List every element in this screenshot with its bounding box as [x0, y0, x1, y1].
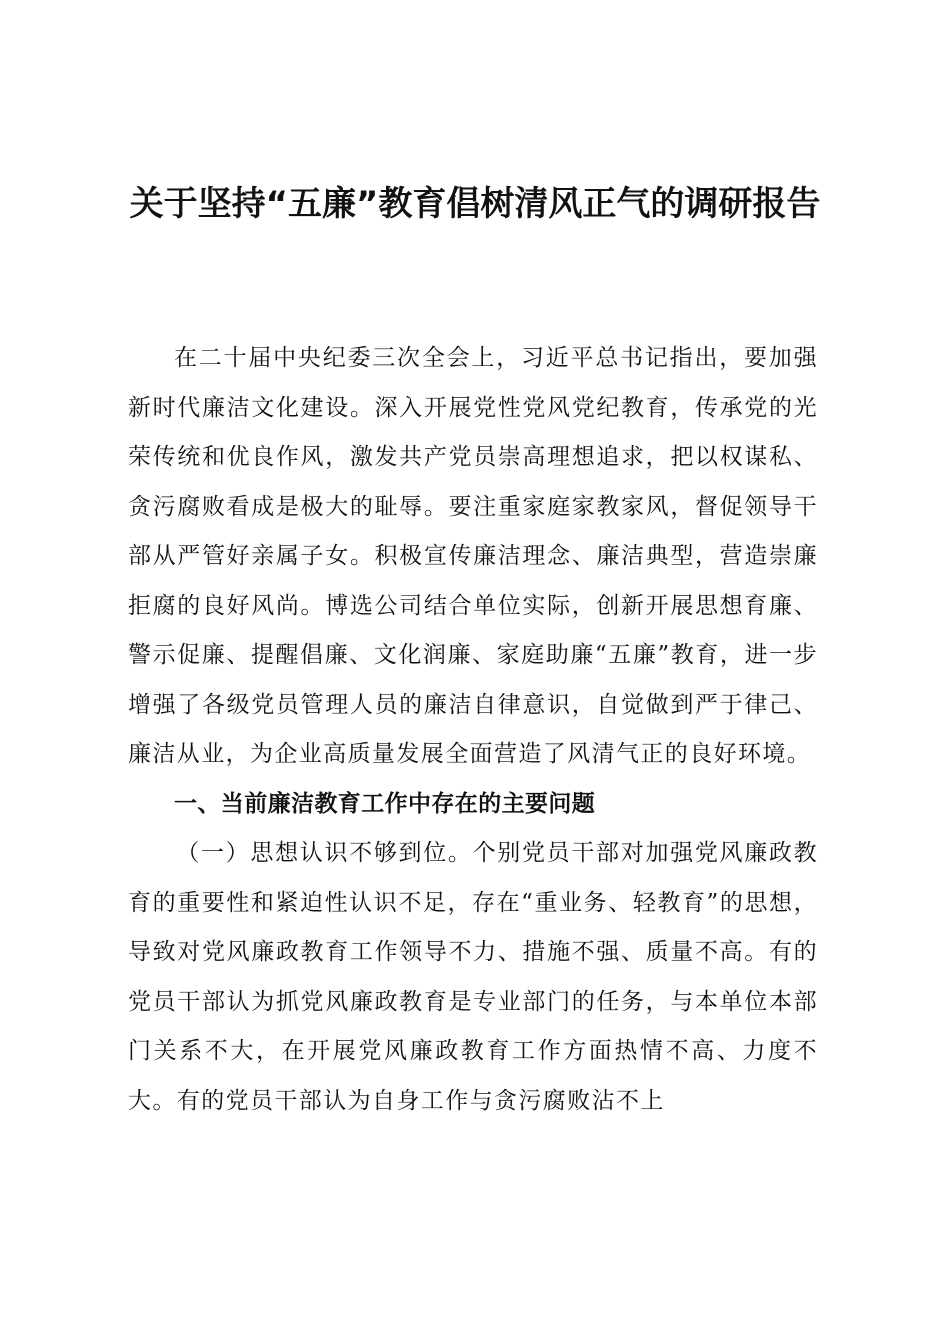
- intro-paragraph: 在二十届中央纪委三次全会上，习近平总书记指出，要加强新时代廉洁文化建设。深入开展党性党风党纪教育，传承党的光荣传统和优良作风，激发共产党员崇高理想追求，把以权谋私、贪污腐败看成是极大的耻辱。要注重家庭家教家风，督促领导干部从严管好亲属子女。积极宣传廉洁理念、廉洁典型，营造崇廉拒腐的良好风尚。博选公司结合单位实际，创新开展思想育廉、警示促廉、提醒倡廉、文化润廉、家庭助廉“五廉”教育，进一步增强了各级党员管理人员的廉洁自律意识，自觉做到严于律己、廉洁从业，为企业高质量发展全面营造了风清气正的良好环境。: [128, 345, 818, 767]
- section-paragraph: （一）思想认识不够到位。个别党员干部对加强党风廉政教育的重要性和紧迫性认识不足，存在“重业务、轻教育”的思想，导致对党风廉政教育工作领导不力、措施不强、质量不高。有的党员干部认为抓党风廉政教育是专业部门的任务，与本单位本部门关系不大，在开展党风廉政教育工作方面热情不高、力度不大。有的党员干部认为自身工作与贪污腐败沾不上: [128, 840, 818, 1114]
- section-heading: 一、当前廉洁教育工作中存在的主要问题: [174, 790, 596, 817]
- document-body: [128, 334, 818, 1126]
- document-title: 关于坚持“五廉”教育倡树清风正气的调研报告: [129, 184, 821, 224]
